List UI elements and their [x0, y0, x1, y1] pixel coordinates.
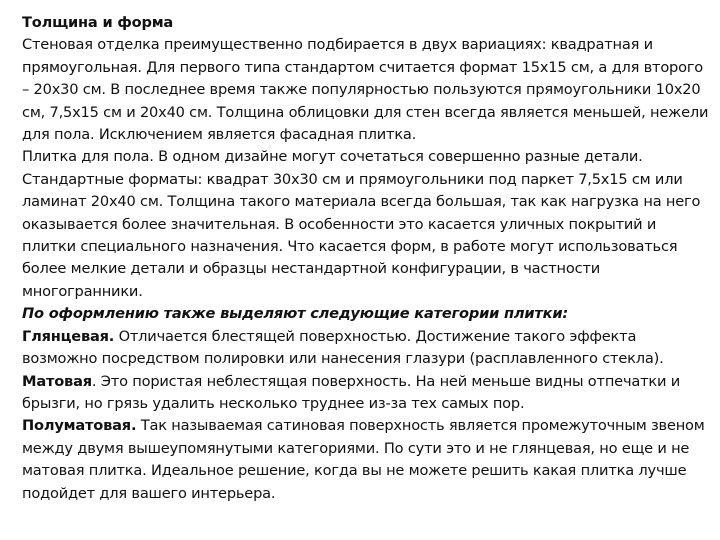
matte-text: . Это пористая неблестящая поверхность. На ней меньше видны отпечатки и брызги, но грязь удалить несколько труднее из-за тех самых пор. [22, 372, 681, 412]
matte-term: Матовая [22, 372, 92, 390]
wall-tile-paragraph: Стеновая отделка преимущественно подбирается в двух вариациях: квадратная и прямоугольная. Для первого типа стандартом считается формат 15х15 см, а для второго – 20х30 см. В последнее время также популярностью пользуются прямоугольники 10х20 см, 7,5х15 см и 20х40 см. Толщина облицовки для стен всегда является меньшей, нежели для пола. Исключением является фасадная плитка. [22, 36, 709, 144]
glossy-term: Глянцевая. [22, 327, 115, 345]
document-body [22, 12, 712, 505]
section-heading: Толщина и форма [22, 14, 174, 31]
semi-matte-term: Полуматовая. [22, 417, 137, 435]
glossy-paragraph [22, 326, 712, 371]
glossy-text: Отличается блестящей поверхностью. Достижение такого эффекта возможно посредством полировки или нанесения глазури (расплавленного стекла). [22, 327, 664, 368]
semi-matte-text: Так называемая сатиновая поверхность является промежуточным звеном между двумя вышеупомянутыми категориями. По сути это и не глянцевая, но еще и не матовая плитка. Идеальное решение, когда вы не можете решить какая плитка лучше подойдет для вашего интерьера. [22, 417, 705, 502]
semi-matte-paragraph [22, 415, 712, 505]
categories-heading: По оформлению также выделяют следующие категории плитки: [22, 305, 569, 323]
matte-paragraph [22, 371, 712, 416]
floor-tile-paragraph: Плитка для пола. В одном дизайне могут сочетаться совершенно разные детали. Стандартные форматы: квадрат 30х30 см и прямоугольники под паркет 7,5х15 см или ламинат 20х40 см. Толщина такого материала всегда большая, так как нагрузка на него оказывается более значительная. В особенности это касается уличных покрытий и плитки специального назначения. Что касается форм, в работе могут использоваться более мелкие детали и образцы нестандартной конфигурации, в частности многогранники. [22, 148, 701, 300]
